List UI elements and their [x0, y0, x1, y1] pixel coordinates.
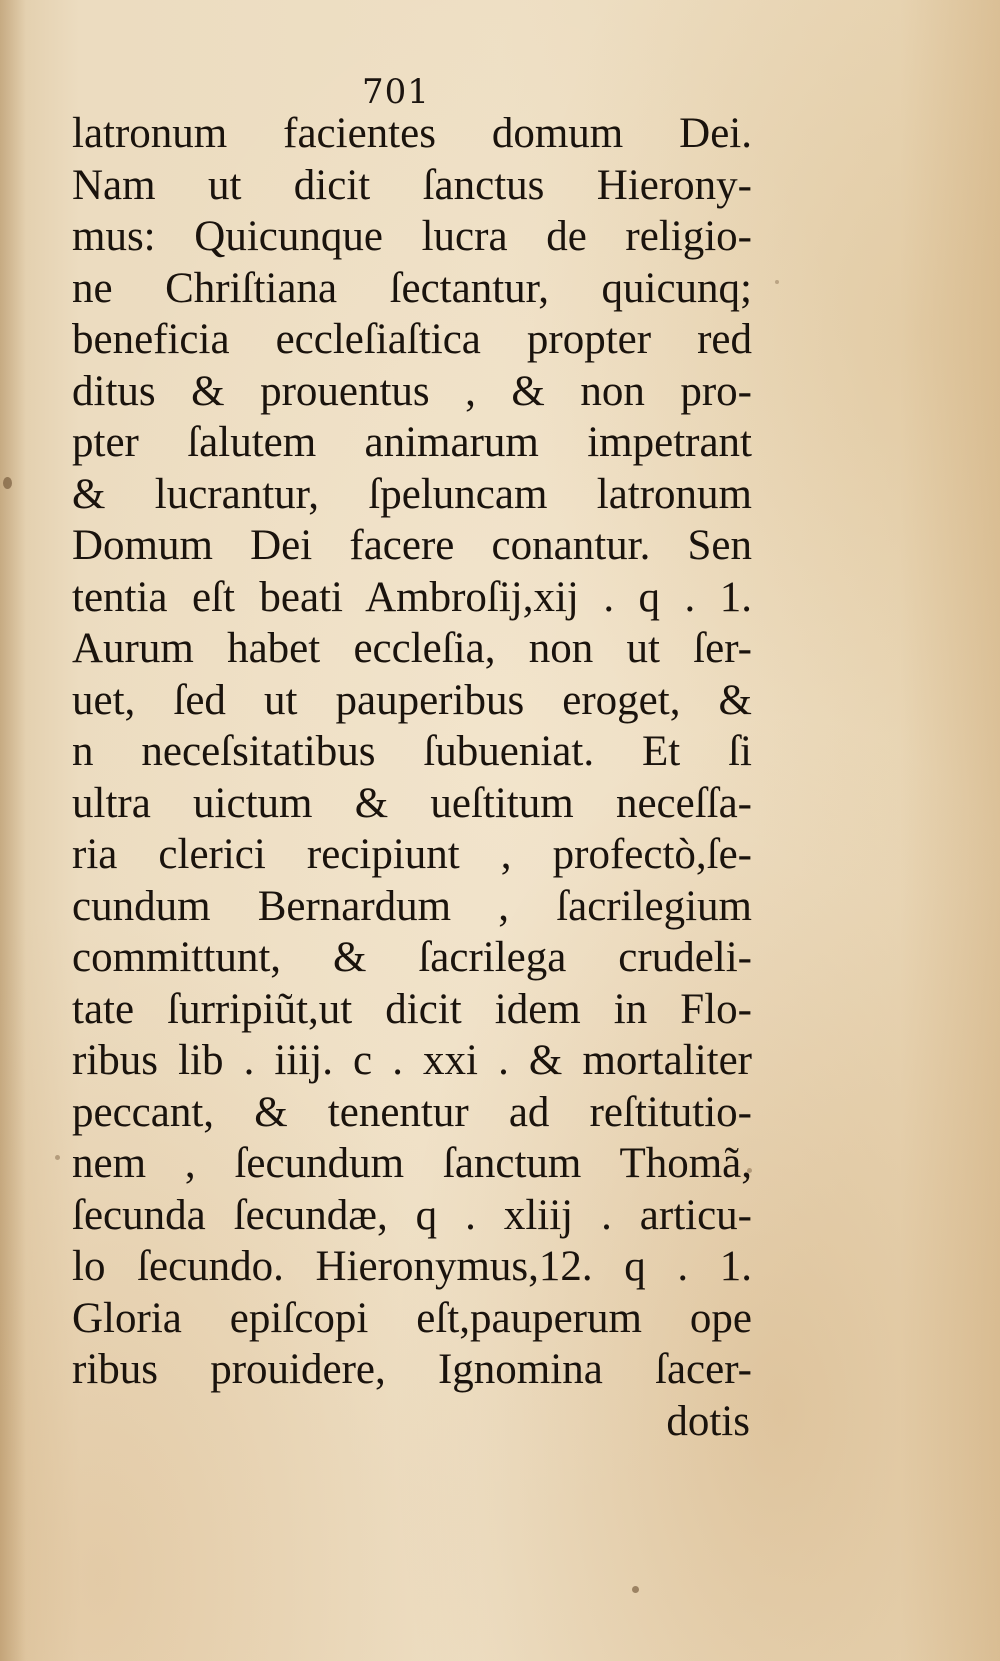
- text-line: ſecunda ſecundæ, q . xliij . articu-: [72, 1191, 752, 1239]
- ink-spot: [3, 477, 12, 489]
- text-line: Nam ut dicit ſanctus Hierony-: [72, 161, 752, 209]
- text-line: tate ſurripiũt,ut dicit idem in Flo-: [72, 985, 752, 1033]
- text-line: cundum Bernardum , ſacrilegium: [72, 882, 752, 930]
- text-line: latronum facientes domum Dei.: [72, 110, 752, 157]
- text-line: committunt, & ſacrilega crudeli-: [72, 934, 752, 981]
- text-line: ultra uictum & ueſtitum neceſſa-: [72, 779, 752, 827]
- text-line: Aurum habet eccleſia, non ut ſer-: [72, 625, 752, 672]
- text-line: ribus lib . iiij. c . xxi . & mortaliter: [72, 1037, 752, 1084]
- ink-spot: [55, 1155, 60, 1160]
- text-line: uet, ſed ut pauperibus eroget, &: [72, 676, 752, 724]
- text-line: Gloria epiſcopi eſt,pauperum ope: [72, 1294, 752, 1342]
- page-number: 701: [362, 72, 430, 112]
- text-line: lo ſecundo. Hieronymus,12. q . 1.: [72, 1243, 752, 1290]
- text-line: ne Chriſtiana ſectantur, quicunq;: [72, 264, 752, 312]
- ink-spot: [632, 1586, 639, 1593]
- text-line: peccant, & tenentur ad reſtitutio-: [72, 1088, 752, 1136]
- text-line: ribus prouidere, Ignomina ſacer-: [72, 1346, 752, 1393]
- text-line: ria clerici recipiunt , profectò,ſe-: [72, 831, 752, 878]
- text-line: beneficia eccleſiaſtica propter red: [72, 316, 752, 363]
- text-line: & lucrantur, ſpeluncam latronum: [72, 470, 752, 518]
- text-line: pter ſalutem animarum impetrant: [72, 419, 752, 466]
- catchword: dotis: [666, 1397, 750, 1445]
- body-text: [72, 108, 752, 1447]
- text-line: ditus & prouentus , & non pro-: [72, 367, 752, 415]
- text-line: mus: Quicunque lucra de religio-: [72, 213, 752, 260]
- text-line: nem , ſecundum ſanctum Thomã,: [72, 1140, 752, 1187]
- page-edge-shadow: [0, 0, 26, 1661]
- text-line: tentia eſt beati Ambroſij,xij . q . 1.: [72, 573, 752, 621]
- ink-spot: [775, 280, 779, 284]
- text-line: Domum Dei facere conantur. Sen: [72, 522, 752, 569]
- text-line: n neceſsitatibus ſubueniat. Et ſi: [72, 728, 752, 775]
